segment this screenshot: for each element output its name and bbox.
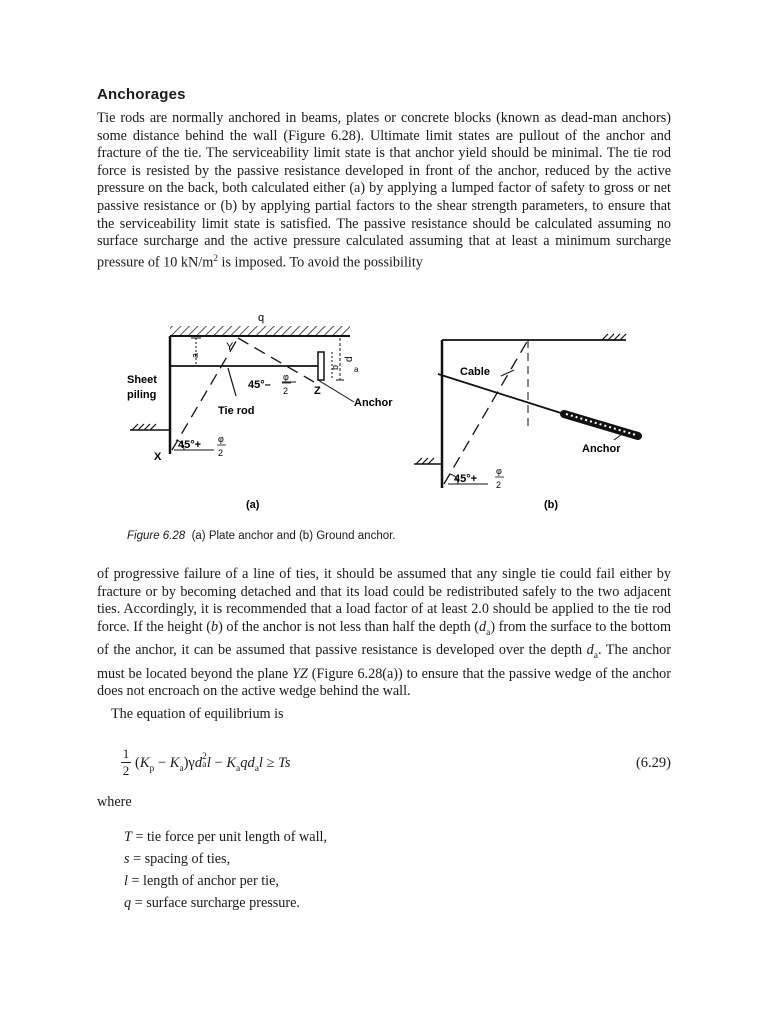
panel-a-plate-anchor bbox=[127, 312, 393, 511]
label-phi-bottom-a: φ bbox=[218, 434, 224, 444]
paragraph-equation-intro: The equation of equilibrium is bbox=[111, 706, 284, 722]
label-cable: Cable bbox=[460, 366, 490, 378]
where-label: where bbox=[97, 794, 132, 810]
definition-item: l = length of anchor per tie, bbox=[124, 873, 279, 889]
label-panel-b: (b) bbox=[544, 499, 559, 511]
label-x: X bbox=[154, 451, 162, 463]
definition-item: T = tie force per unit length of wall, bbox=[124, 829, 328, 845]
label-a-dim: a bbox=[190, 352, 200, 358]
label-phi-bottom-b: φ bbox=[496, 466, 502, 476]
ground-hatch-a bbox=[170, 326, 350, 336]
figure-6-28 bbox=[118, 312, 658, 512]
active-wedge-line bbox=[172, 338, 238, 450]
label-phi-mid: φ bbox=[283, 372, 289, 382]
fraction-one-half: 1 2 bbox=[122, 746, 130, 778]
label-z: Z bbox=[314, 385, 321, 397]
caption-text: (a) Plate anchor and (b) Ground anchor. bbox=[191, 530, 396, 542]
paragraph-anchorages-intro: Tie rods are normally anchored in beams, plates or concrete blocks (known as dead-man anchors) some distance behind the wall (Figure 6.28). Ultimate limit states are pullout of the anchor and fracture of the tie. The serviceability limit state is that anchor yield should be minimal. The tie rod force is resisted by the passive resistance developed in front of the anchor, reduced by the active pressure on the back, both calculated either (a) by applying a lumped factor of safety to gross or net passive resistance or (b) by applying partial factors to the shear strength parameters, to ensure that the serviceability limit state is satisfied. The passive resistance should be calculated assuming no surface surcharge and the active pressure calculated assuming that at least a minimum surcharge pressure of 10 $kN/m^2$ is imposed. To avoid the possibility bbox=[97, 110, 671, 271]
label-piling: piling bbox=[127, 389, 157, 401]
equation-body: $(K_p - K_a)\gamma d$ 2 a $l - K_aqd_al \ge Ts$ bbox=[135, 751, 291, 774]
definition-item: q = surface surcharge pressure. bbox=[124, 895, 300, 911]
label-anchor-b: Anchor bbox=[582, 443, 621, 455]
label-y: Y bbox=[226, 341, 234, 353]
label-two-bottom-b: 2 bbox=[496, 480, 502, 490]
label-angle-mid: 45°– bbox=[248, 379, 271, 391]
figure-caption bbox=[127, 530, 396, 542]
anchor-plate bbox=[318, 352, 324, 380]
active-wedge-line-b bbox=[444, 340, 528, 484]
plane-yz-line bbox=[238, 338, 314, 382]
panel-b-ground-anchor bbox=[414, 334, 638, 511]
paragraph-progressive-failure: of progressive failure of a line of ties, it should be assumed that any single tie could fail either by fracture or by becoming detached and that its load could be redistributed safely to the two adjacent ties. Accordingly, it is recommended that a load factor of at least 2.0 should be applied to the tie rod force. If the height (b) of the anchor is not less than half the depth $(d_a)$ from the surface to the bottom of the anchor, it can be assumed that passive resistance is developed over the depth $d_a$. The anchor must be located beyond the plane YZ (Figure 6.28(a)) to ensure that the passive wedge of the anchor does not encroach on the active wedge behind the wall. bbox=[97, 566, 671, 700]
label-d-sub: a bbox=[354, 365, 359, 374]
label-angle-bottom-a: 45°+ bbox=[178, 439, 202, 451]
label-anchor-a: Anchor bbox=[354, 397, 393, 409]
caption-number: Figure 6.28 bbox=[127, 530, 186, 542]
label-angle-bottom-b: 45°+ bbox=[454, 473, 478, 485]
label-tie-rod: Tie rod bbox=[218, 405, 255, 417]
label-sheet: Sheet bbox=[127, 374, 157, 386]
definitions-list bbox=[124, 826, 327, 914]
equation-number: (6.29) bbox=[635, 755, 671, 771]
label-b-dim: b bbox=[330, 364, 340, 370]
label-two-bottom-a: 2 bbox=[218, 448, 224, 458]
label-panel-a: (a) bbox=[246, 499, 260, 511]
section-heading: Anchorages bbox=[97, 86, 186, 103]
equation-6-29 bbox=[121, 746, 671, 782]
label-d: d bbox=[344, 356, 355, 362]
definition-item: s = spacing of ties, bbox=[124, 851, 231, 867]
label-two-mid: 2 bbox=[283, 386, 289, 396]
cable bbox=[438, 374, 564, 414]
label-q: q bbox=[258, 312, 265, 324]
